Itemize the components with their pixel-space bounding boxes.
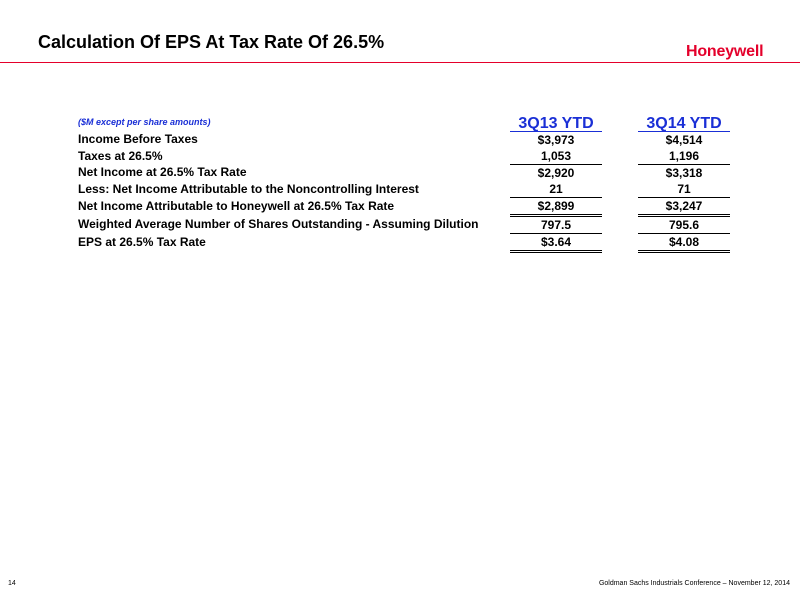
table-row: [78, 198, 730, 216]
row-value-3q13: $3,973: [537, 132, 575, 147]
table-header-row: [78, 109, 730, 132]
row-label: Net Income Attributable to Honeywell at 26.5% Tax Rate: [78, 199, 395, 213]
row-label: Net Income at 26.5% Tax Rate: [78, 165, 247, 180]
column-header-3q14-ytd: 3Q14 YTD: [638, 109, 730, 132]
row-value-3q13: 797.5: [510, 216, 602, 234]
row-label: Income Before Taxes: [78, 132, 198, 147]
title-divider: [0, 62, 800, 63]
row-label: Taxes at 26.5%: [78, 148, 163, 163]
page-title: Calculation Of EPS At Tax Rate Of 26.5%: [38, 32, 385, 52]
row-value-3q13: $2,899: [510, 198, 602, 216]
row-label: Less: Net Income Attributable to the Noncontrolling Interest: [78, 181, 419, 196]
table-row: [78, 132, 730, 149]
row-value-3q13: 1,053: [510, 148, 602, 165]
row-value-3q14: $4,514: [665, 132, 703, 147]
row-value-3q14: 71: [638, 181, 730, 198]
table-row: [78, 216, 730, 234]
honeywell-logo: Honeywell: [686, 43, 764, 60]
eps-calculation-table: [78, 109, 730, 253]
table-row: [78, 148, 730, 165]
units-note: ($M except per share amounts): [78, 116, 211, 127]
row-value-3q14: 1,196: [638, 148, 730, 165]
row-value-3q13: $3.64: [510, 234, 602, 252]
footer-event-text: Goldman Sachs Industrials Conference – November 12, 2014: [598, 580, 790, 587]
column-header-3q13-ytd: 3Q13 YTD: [510, 109, 602, 132]
row-value-3q13: $2,920: [537, 165, 575, 180]
row-value-3q14: 795.6: [638, 216, 730, 234]
row-value-3q14: $3,318: [665, 165, 703, 180]
table-row: [78, 165, 730, 182]
table-row: [78, 234, 730, 252]
row-value-3q14: $3,247: [638, 198, 730, 216]
row-label: EPS at 26.5% Tax Rate: [78, 235, 206, 249]
row-value-3q13: 21: [510, 181, 602, 198]
row-label: Weighted Average Number of Shares Outstanding - Assuming Dilution: [78, 217, 479, 231]
table-row: [78, 181, 730, 198]
page-number: 14: [8, 580, 16, 587]
row-value-3q14: $4.08: [638, 234, 730, 252]
